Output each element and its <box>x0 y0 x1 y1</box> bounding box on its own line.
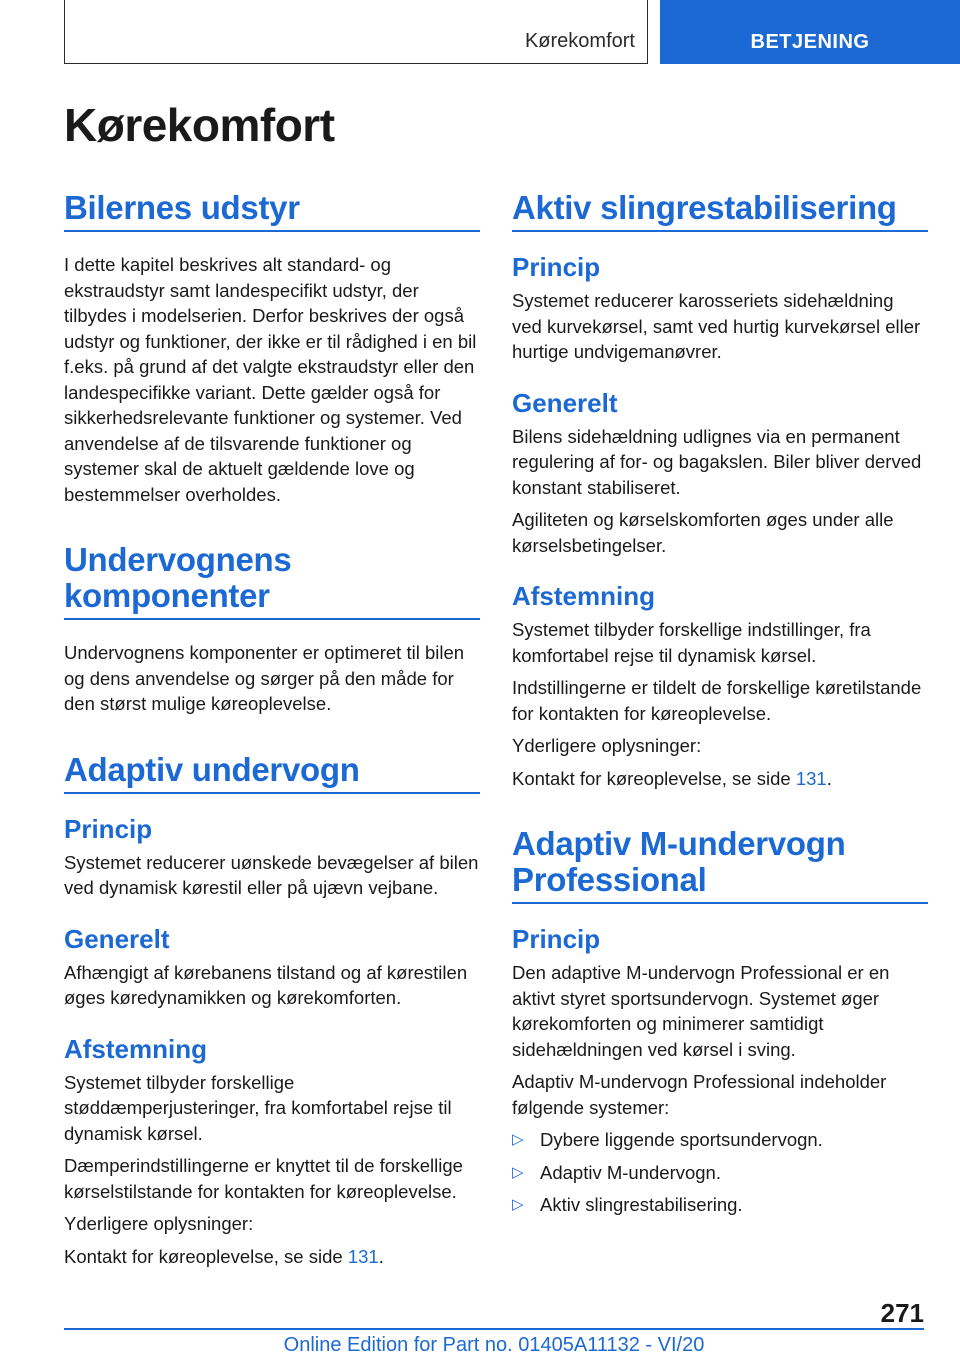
left-column <box>64 190 480 1276</box>
paragraph: Indstillingerne er tildelt de forskellige køretilstande for kontakten for køreoplevelse. <box>512 677 922 724</box>
paragraph: Agiliteten og kørselskomforten øges under alle kørselsbetingelser. <box>512 509 894 556</box>
page-header <box>64 0 960 64</box>
footer-edition-text: Online Edition for Part no. 01405A11132 - VI/20 <box>283 1334 705 1356</box>
page-reference-link[interactable]: 131 <box>347 1245 379 1267</box>
subheading-afstemning: Afstemning <box>512 581 655 611</box>
triangle-bullet-icon: ▷ <box>512 1131 524 1148</box>
paragraph: Systemet tilbyder forskellige støddæmperjusteringer, fra komfortabel rejse til dynamisk kørsel. <box>64 1071 452 1144</box>
subheading-princip: Princip <box>64 813 153 844</box>
paragraph: Systemet reducerer uønskede bevægelser af bilen ved dynamisk kørestil eller på ujævn vejbane. <box>64 851 479 898</box>
reference-text: Kontakt for køreoplevelse, se side <box>512 767 796 789</box>
subheading-generelt: Generelt <box>512 387 618 418</box>
list-item-text: Aktiv slingrestabilisering. <box>540 1194 743 1215</box>
subheading-princip: Princip <box>512 924 601 954</box>
page-reference-link[interactable]: 131 <box>795 767 827 789</box>
subheading-afstemning: Afstemning <box>64 1033 207 1064</box>
reference-text: Kontakt for køreoplevelse, se side <box>64 1245 348 1267</box>
section-heading-adaptiv-undervogn: Adaptiv undervogn <box>64 752 480 794</box>
section-heading-adaptiv-m-undervogn-professional: Adaptiv M-undervogn Professional <box>512 826 928 904</box>
subheading-generelt: Generelt <box>64 923 170 954</box>
list-item <box>512 1192 928 1218</box>
section-heading-bilernes-udstyr: Bilernes udstyr <box>64 190 480 232</box>
subheading-princip: Princip <box>512 252 601 282</box>
paragraph-with-reference <box>64 1244 480 1270</box>
paragraph: I dette kapitel beskrives alt standard- og ekstraudstyr samt landespecifikt udstyr, der tilbydes i modelserien. Derfor beskrives der også udstyr og funktioner, der ikke er til rådighed i en bil f.eks. på grund af det valgte ekstraudstyr eller den landespecifikke variant. Dette gælder også for sikkerhedsrelevante funktioner og systemer. Ved anvendelse af de tilsvarende funktioner og systemer skal de aktuelt gældende love og bestemmelser overholdes. <box>64 254 477 505</box>
page-number: 271 <box>880 1298 924 1328</box>
paragraph: Yderligere oplysninger: <box>512 735 702 756</box>
paragraph: Den adaptive M-undervogn Professional er en aktivt styret sportsundervogn. Systemet øger kørekomforten og minimerer samtidigt sidehældningen ved kørsel i sving. <box>512 962 890 1060</box>
list-item-text: Adaptiv M-undervogn. <box>540 1161 721 1183</box>
list-item <box>512 1127 928 1153</box>
paragraph: Bilens sidehældning udlignes via en permanent regulering af for- og bagakslen. Biler bliver derved konstant stabiliseret. <box>512 425 922 498</box>
page-title: Kørekomfort <box>64 99 335 151</box>
triangle-bullet-icon: ▷ <box>512 1163 524 1181</box>
paragraph: Afhængigt af kørebanens tilstand og af kørestilen øges køredynamikken og kørekomforten. <box>64 961 468 1008</box>
triangle-bullet-icon: ▷ <box>512 1196 524 1213</box>
paragraph: Systemet tilbyder forskellige indstillinger, fra komfortabel rejse til dynamisk kørsel. <box>512 619 871 666</box>
paragraph: Dæmperindstillingerne er knyttet til de forskellige kørselstilstande for kontakten for køreoplevelse. <box>64 1155 463 1202</box>
paragraph: Adaptiv M-undervogn Professional indeholder følgende systemer: <box>512 1071 887 1118</box>
section-heading-undervognens-komponenter: Undervognens komponenter <box>64 542 480 620</box>
header-section-title: Kørekomfort <box>524 30 635 52</box>
footer-divider <box>64 1328 924 1330</box>
paragraph: Systemet reducerer karosseriets sidehældning ved kurvekørsel, samt ved hurtig kurvekørsel eller hurtige undvigemanøvrer. <box>512 290 921 362</box>
header-section-box <box>64 0 648 64</box>
section-heading-aktiv-slingrestabilisering: Aktiv slingrestabilisering <box>512 190 928 232</box>
system-list <box>512 1127 928 1218</box>
paragraph-with-reference <box>512 766 928 792</box>
list-item-text: Dybere liggende sportsundervogn. <box>540 1129 823 1150</box>
punctuation: . <box>378 1245 384 1267</box>
right-column <box>512 190 928 1225</box>
paragraph: Yderligere oplysninger: <box>64 1213 254 1234</box>
list-item <box>512 1160 928 1186</box>
punctuation: . <box>826 767 832 789</box>
paragraph: Undervognens komponenter er optimeret til bilen og dens anvendelse og sørger på den måde for den størst mulige køreoplevelse. <box>64 642 465 714</box>
header-chapter-tab: BETJENING <box>660 0 960 64</box>
